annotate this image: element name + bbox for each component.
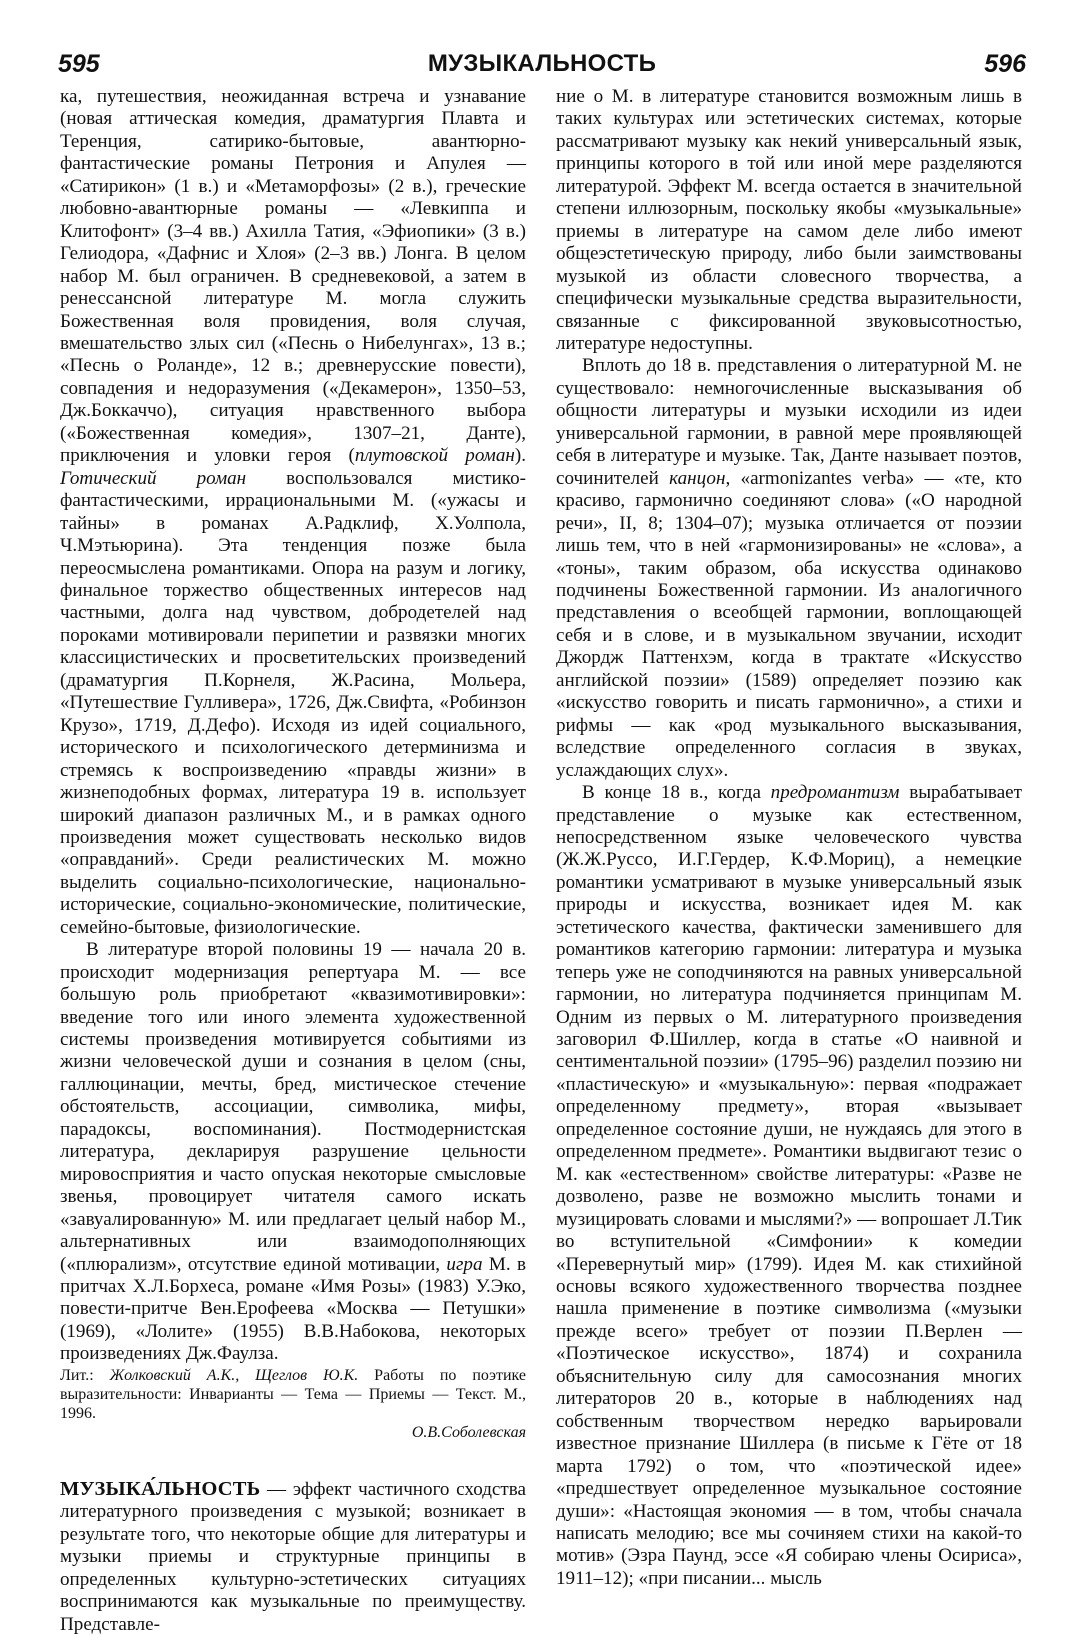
paragraph: ка, путешествия, неожиданная встреча и узнавание (новая аттическая комедия, драматургия Плавта и Теренция, сатирико-бытовые, авантюрно-фантастические романы Петрония и Апулея — «Сатирикон» (1 в.) и «Метаморфозы» (2 в.), греческие любовно-авантюрные романы — «Левкиппа и Клитофонт» (3–4 вв.) Ахилла Татия, «Эфиопики» (3 в.) Гелиодора, «Дафнис и Хлоя» (2–3 вв.) Лонга. В целом набор М. был ограничен. В средневековой, а затем в ренессансной литературе М. могла служить Божественная воля провидения, воля случая, вмешательство злых сил («Песнь о Нибелунгах», 13 в.; «Песнь о Роланде», 12 в.; древнерусские повести), совпадения и недоразумения («Декамерон», 1350–53, Дж.Боккаччо), ситуация нравственного выбора («Божественная комедия», 1307–21, Данте), приключения и уловки героя (плутовской роман). Готический роман воспользовался мистико-фантастическими, иррациональными М. («ужасы и тайны» в романах А.Радклиф, Х.Уолпола, Ч.Мэтьюрина). Эта тенденция позже была переосмыслена романтиками. Опора на разум и логику, финальное торжество общественных интересов над частными, долга над чувством, добродетелей над пороками мотивировали перипетии и развязки многих классицистических и просветительских произведений (драматургия П.Корнеля, Ж.Расина, Мольера, «Путешествие Гулливера», 1726, Дж.Свифта, «Робинзон Крузо», 1719, Д.Дефо). Исходя из идей социального, исторического и психологического детерминизма и стремясь к воспроизведению «правды жизни» в жизнеподобных формах, литература 19 в. использует широкий диапазон различных М., и в рамках одного произведения может существовать несколько видов «оправданий». Среди реалистических М. можно выделить социально-психологические, национально-исторические, социально-экономические, политические, семейно-бытовые, физиологические. xyxy=(60,86,526,938)
running-title: МУЗЫКАЛЬНОСТЬ xyxy=(427,50,657,77)
paragraph: ние о М. в литературе становится возможным лишь в таких культурах или эстетических системах, которые рассматривают музыку как некий универсальный язык, принципы которого в той или иной мере разделяются литературой. Эффект М. всегда остается в значительной степени иллюзорным, поскольку якобы «музыкальные» приемы в литературе на самом деле либо имеют общеэстетическую природу, либо были заимствованы музыкой из области словесного творчества, а специфически музыкальные средства выразительности, связанные с фиксированной звуковысотностью, литературе недоступны. xyxy=(556,86,1022,354)
left-column xyxy=(60,86,526,1636)
paragraph: В литературе второй половины 19 — начала 20 в. происходит модернизация репертуара М. — все большую роль приобретают «квазимотивировки»: введение того или иного элемента художественной системы произведения мотивируется событиями из жизни человеческой души и сознания в целом (сны, галлюцинации, мечты, бред, мистическое стечение обстоятельств, ассоциации, символика, мифы, парадоксы, воспоминания). Постмодернистская литература, декларируя разрушение цельности мировосприятия и часто опуская некоторые смысловые звенья, провоцирует читателя самого искать «завуалированную» М. или предлагает целый набор М., альтернативных или взаимодополняющих («плюрализм», отсутствие единой мотивации, игра М. в притчах Х.Л.Борхеса, романе «Имя Розы» (1983) У.Эко, повести-притче Вен.Ерофеева «Москва — Петушки» (1969), «Лолите» (1955) В.В.Набокова, некоторых произведениях Дж.Фаулза. xyxy=(60,939,526,1365)
page-header xyxy=(58,50,1026,84)
article-author: О.В.Соболевская xyxy=(411,1423,526,1441)
paragraph: Вплоть до 18 в. представления о литературной М. не существовало: немногочисленные высказывания об общности литературы и музыки исходили из идеи универсальной гармонии, в равной мере проявляющей себя в литературе и музыке. Так, Данте называет поэтов, сочинителей канцон, «armonizantes verba» — «те, кто красиво, гармонично соединяют слова» («О народной речи», II, 8; 1304–07); музыка отличается от поэзии лишь тем, что в ней «гармонизированы» не «слова», а «тоны», таким образом, оба искусства одинаково подчинены Божественной гармонии. Из аналогичного представления о всеобщей гармонии, воплощающей себя и в слове, и в музыкальном звучании, исходит Джордж Паттенхэм, когда в трактате «Искусство английской поэзии» (1589) определяет поэзию как «искусство говорить и писать гармонично», а стихи и рифмы — как «род музыкального высказывания, вследствие определенного согласия в звуках, услаждающих слух». xyxy=(556,355,1022,781)
page-number-right: 596 xyxy=(984,50,1026,78)
literature-reference: Лит.: Жолковский А.К., Щеглов Ю.К. Работы по поэтике выразительности: Инварианты — Тема — Приемы — Текст. М., 1996. xyxy=(60,1366,527,1422)
paragraph: В конце 18 в., когда предромантизм вырабатывает представление о музыке как естественном, непосредственном языке человеческого чувства (Ж.Ж.Руссо, И.Г.Гердер, К.Ф.Мориц), а немецкие романтики усматривают в музыке универсальный язык природы и искусства, возникает идея М. как эстетического качества, фактически заменившего для романтиков категорию гармонии: литература и музыка теперь уже не соподчиняются на равных универсальной гармонии, но литература подчиняется принципам М. Одним из первых о М. литературного произведения заговорил Ф.Шиллер, когда в статье «О наивной и сентиментальной поэзии» (1795–96) разделил поэзию ни «пластическую» и «музыкальную»: первая «подражает определенному предмету», вторая «вызывает определенное состояние души, не нуждаясь для этого в определенном предмете». Романтики выдвигают тезис о М. как «естественном» свойстве литературы: «Разве не дозволено, разве не возможно мыслить тонами и музицировать словами и мыслями?» — вопрошает Л.Тик во вступительной «Симфонии» к комедии «Перевернутый мир» (1799). Идея М. как стихийной основы всякого художественного творчества позднее нашла применение в поэтике символизма («музыки прежде всего» требует от поэзии П.Верлен — «Поэтическое искусство», 1874) и сохранила объяснительную силу для самосознания многих литераторов 20 в., которые в наблюдениях над собственным творчеством нередко варьировали известное признание Шиллера (в письме к Гёте от 18 марта 1792) о том, что «поэтической идее» «предшествует определенное музыкальное состояние души»: «Настоящая экономия — в том, чтобы сначала написать мелодию; все мы сочиняем стихи на какой-то мотив» (Эзра Паунд, эссе «Я собираю члены Осириса», 1911–12); «при писании... мысль xyxy=(556,782,1022,1589)
entry-paragraph: МУЗЫКА́ЛЬНОСТЬ — эффект частичного сходства литературного произведения с музыкой; возникает в результате того, что некоторые общие для литературы и музыки приемы и структурные принципы в определенных культурно-эстетических ситуациях воспринимаются как музыкальные по преимуществу. Представле- xyxy=(60,1477,526,1635)
right-column xyxy=(556,86,1022,1590)
page-number-left: 595 xyxy=(58,50,100,78)
entry-term: МУЗЫКА́ЛЬНОСТЬ xyxy=(60,1477,261,1500)
